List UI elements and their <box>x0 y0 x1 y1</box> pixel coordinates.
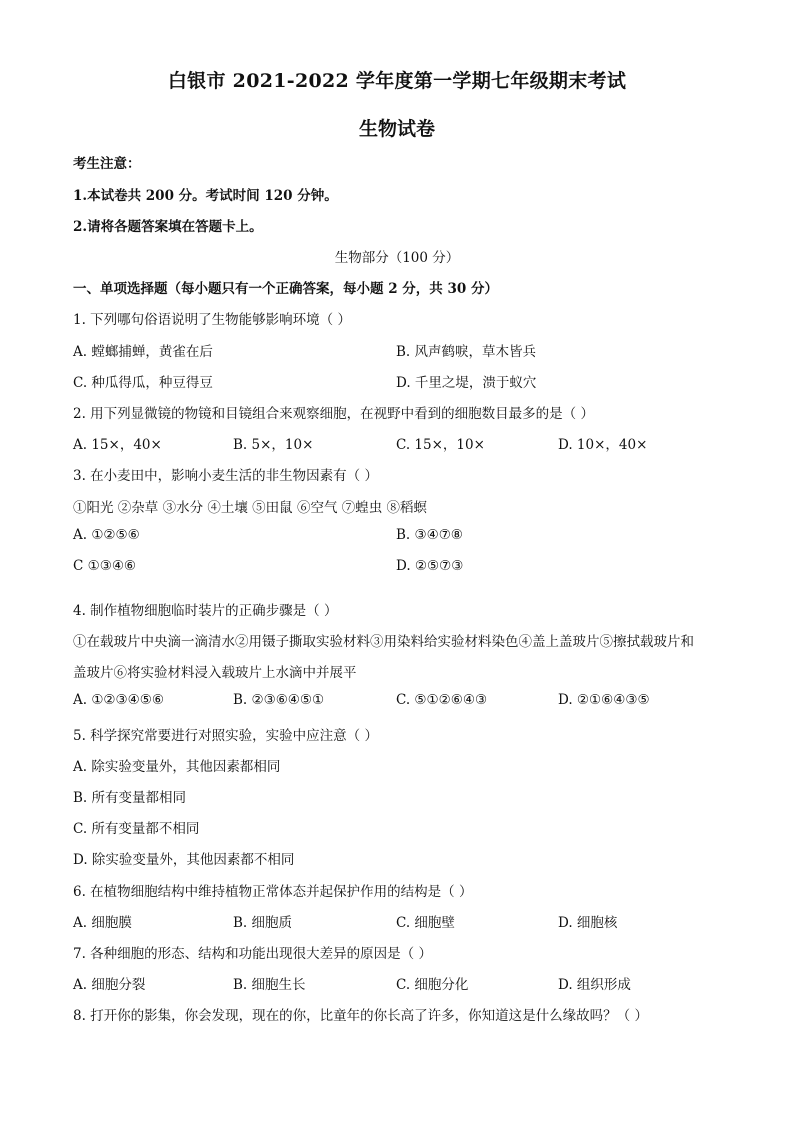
question-2-option-a: A. 15×，40× <box>73 437 162 453</box>
question-7-option-a: A. 细胞分裂 <box>73 977 146 993</box>
question-6-stem: 6. 在植物细胞结构中维持植物正常体态并起保护作用的结构是（ ） <box>73 884 473 900</box>
question-3-option-a: A. ①②⑤⑥ <box>73 527 140 543</box>
exam-title: 白银市 2021-2022 学年度第一学期七年级期末考试 <box>167 70 627 92</box>
question-1-option-c: C. 种瓜得瓜，种豆得豆 <box>73 375 213 391</box>
question-5-option-b: B. 所有变量都相同 <box>73 790 187 806</box>
question-2-stem: 2. 用下列显微镜的物镜和目镜组合来观察细胞，在视野中看到的细胞数目最多的是（ ） <box>73 406 594 422</box>
question-3-option-d: D. ②⑤⑦③ <box>396 558 464 574</box>
question-8-stem: 8. 打开你的影集，你会发现，现在的你，比童年的你长高了许多，你知道这是什么缘故吗？（ ） <box>73 1008 648 1024</box>
question-7-option-d: D. 组织形成 <box>558 977 631 993</box>
question-1-option-a: A. 螳螂捕蝉，黄雀在后 <box>73 344 213 360</box>
section-heading: 一、单项选择题（每小题只有一个正确答案，每小题 2 分，共 30 分） <box>73 281 498 297</box>
question-4-option-d: D. ②①⑥④③⑤ <box>558 692 650 708</box>
question-3-option-b: B. ③④⑦⑧ <box>396 527 463 543</box>
question-6-option-a: A. 细胞膜 <box>73 915 132 931</box>
question-2-option-b: B. 5×，10× <box>233 437 314 453</box>
question-2-option-c: C. 15×，10× <box>396 437 485 453</box>
question-2-option-d: D. 10×，40× <box>558 437 648 453</box>
part-heading: 生物部分（100 分） <box>334 250 460 266</box>
question-3-option-c: C ①③④⑥ <box>73 558 137 574</box>
question-5-stem: 5. 科学探究常要进行对照实验，实验中应注意（ ） <box>73 728 378 744</box>
notice-item-1: 1.本试卷共 200 分。考试时间 120 分钟。 <box>73 188 338 204</box>
question-4-stem: 4. 制作植物细胞临时装片的正确步骤是（ ） <box>73 603 338 619</box>
question-4-steps-line-2: 盖玻片⑥将实验材料浸入载玻片上水滴中并展平 <box>73 665 357 681</box>
question-1-option-d: D. 千里之堤，溃于蚁穴 <box>396 375 537 391</box>
notice-label: 考生注意： <box>73 156 141 172</box>
question-3-factors: ①阳光 ②杂草 ③水分 ④土壤 ⑤田鼠 ⑥空气 ⑦蝗虫 ⑧稻螟 <box>73 500 428 516</box>
question-1-stem: 1. 下列哪句俗语说明了生物能够影响环境（ ） <box>73 312 351 328</box>
question-1-option-b: B. 风声鹤唳，草木皆兵 <box>396 344 537 360</box>
question-6-option-c: C. 细胞壁 <box>396 915 455 931</box>
question-5-option-c: C. 所有变量都不相同 <box>73 821 200 837</box>
question-4-option-c: C. ⑤①②⑥④③ <box>396 692 488 708</box>
question-6-option-d: D. 细胞核 <box>558 915 618 931</box>
question-7-option-c: C. 细胞分化 <box>396 977 469 993</box>
question-7-stem: 7. 各种细胞的形态、结构和功能出现很大差异的原因是（ ） <box>73 946 432 962</box>
question-4-option-a: A. ①②③④⑤⑥ <box>73 692 164 708</box>
question-7-option-b: B. 细胞生长 <box>233 977 306 993</box>
question-4-option-b: B. ②③⑥④⑤① <box>233 692 325 708</box>
question-6-option-b: B. 细胞质 <box>233 915 293 931</box>
question-3-stem: 3. 在小麦田中，影响小麦生活的非生物因素有（ ） <box>73 468 378 484</box>
question-5-option-d: D. 除实验变量外，其他因素都不相同 <box>73 852 295 868</box>
exam-subtitle: 生物试卷 <box>358 118 435 140</box>
question-4-steps-line-1: ①在载玻片中央滴一滴清水②用镊子撕取实验材料③用染料给实验材料染色④盖上盖玻片⑤擦拭载玻片和 <box>73 634 694 650</box>
question-5-option-a: A. 除实验变量外，其他因素都相同 <box>73 759 281 775</box>
notice-item-2: 2.请将各题答案填在答题卡上。 <box>73 219 263 235</box>
